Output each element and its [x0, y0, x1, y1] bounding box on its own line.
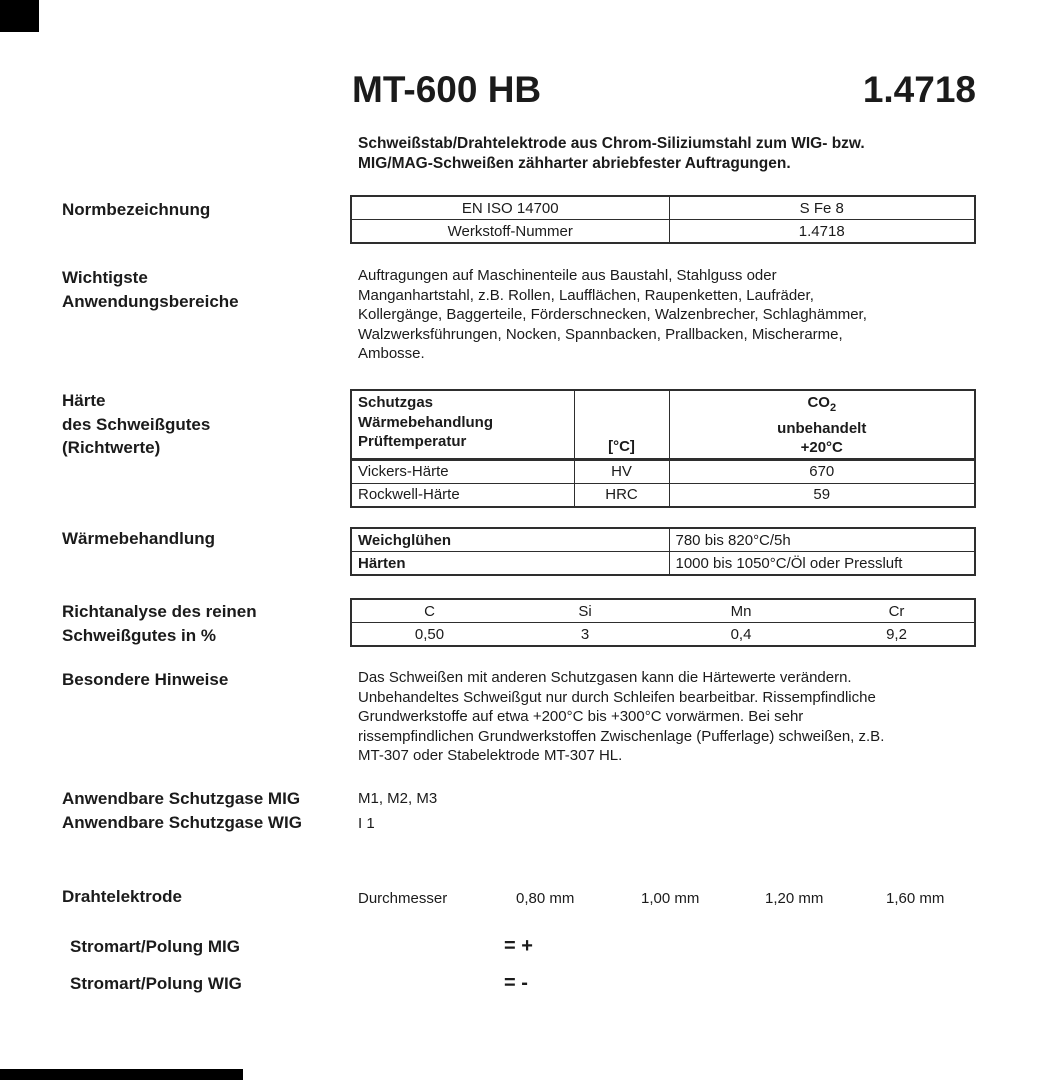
table-row — [351, 483, 975, 507]
element-header: Mn — [663, 599, 819, 623]
heat-row-value: 1000 bis 1050°C/Öl oder Pressluft — [669, 552, 975, 576]
table-row — [351, 528, 975, 552]
label-schutzgase-wig: Anwendbare Schutzgase WIG — [62, 813, 302, 832]
table-row — [351, 552, 975, 576]
text-line: Das Schweißen mit anderen Schutzgasen kann die Härtewerte verändern. — [358, 669, 852, 686]
norm-standard-value: S Fe 8 — [669, 196, 975, 220]
text-line: Kollergänge, Baggerteile, Förderschnecken, Walzenbrecher, Schlaghämmer, — [358, 306, 867, 323]
title-row — [352, 71, 976, 109]
table-row — [351, 459, 975, 483]
label-line: Anwendungsbereiche — [62, 291, 239, 311]
element-value: 3 — [507, 623, 663, 647]
heat-row-value: 780 bis 820°C/5h — [669, 528, 975, 552]
header-line: Wärmebehandlung — [358, 413, 494, 431]
diameter-label: Durchmesser — [358, 890, 448, 907]
hardness-row-value: 59 — [669, 483, 975, 507]
text-line: Manganhartstahl, z.B. Rollen, Laufflächen, Raupenketten, Laufräder, — [358, 286, 814, 304]
label-normbezeichnung: Normbezeichnung — [62, 200, 211, 219]
subtitle-line: Schweißstab/Drahtelektrode aus Chrom-Siliziumstahl zum WIG- bzw. — [358, 135, 865, 152]
hardness-header-gas — [669, 390, 975, 459]
label-waermebehandlung: Wärmebehandlung — [62, 529, 216, 548]
material-number: 1.4718 — [862, 69, 976, 110]
header-line: Schutzgas — [358, 394, 434, 411]
element-header: C — [351, 599, 507, 623]
text-line: Grundwerkstoffe auf etwa +200°C bis +300°C vorwärmen. Bei sehr — [358, 708, 804, 725]
notes-text — [358, 668, 884, 766]
schutzgase-wig-value: I 1 — [358, 815, 375, 832]
text-line: Unbehandeltes Schweißgut nur durch Schleifen bearbeitbar. Rissempfindliche — [358, 688, 876, 706]
subtitle — [358, 134, 865, 174]
hardness-row-name: Rockwell-Härte — [351, 483, 574, 507]
header-line: +20°C — [800, 439, 843, 456]
scan-artifact-top-left — [0, 0, 39, 32]
header-line: unbehandelt — [777, 419, 867, 437]
label-drahtelektrode: Drahtelektrode — [62, 887, 182, 906]
diameter-value: 0,80 mm — [516, 890, 575, 907]
label-schutzgase-mig: Anwendbare Schutzgase MIG — [62, 789, 301, 808]
hardness-header-unit: [°C] — [574, 390, 669, 459]
diameter-value: 1,00 mm — [641, 890, 700, 907]
schutzgase-mig-value: M1, M2, M3 — [358, 790, 438, 807]
hardness-header-conditions — [351, 390, 574, 459]
element-header: Si — [507, 599, 663, 623]
text-line: Auftragungen auf Maschinenteile aus Baustahl, Stahlguss oder — [358, 267, 777, 284]
label-line: Wichtigste — [62, 268, 148, 287]
stromart-mig-value: = + — [504, 935, 533, 957]
scan-artifact-bottom-left — [0, 1069, 243, 1080]
element-value: 0,50 — [351, 623, 507, 647]
hardness-row-value: 670 — [669, 459, 975, 483]
analysis-table — [350, 598, 976, 647]
header-line: Prüftemperatur — [358, 433, 467, 450]
table-row — [351, 623, 975, 647]
table-row — [351, 196, 975, 220]
label-line: Richtanalyse des reinen — [62, 602, 257, 621]
label-line: Schweißgutes in % — [62, 625, 216, 645]
heat-treatment-table — [350, 527, 976, 576]
label-richtanalyse — [62, 600, 257, 647]
table-header-row — [351, 599, 975, 623]
text-line: Walzwerksführungen, Nocken, Spannbacken, Prallbacken, Mischerarme, — [358, 325, 843, 343]
label-line: Härte — [62, 391, 106, 410]
norm-number-name: Werkstoff-Nummer — [351, 220, 669, 244]
diameter-value: 1,20 mm — [765, 890, 824, 907]
gas-formula: $CO_2$ — [807, 394, 837, 414]
diameter-value: 1,60 mm — [886, 890, 945, 907]
element-value: 9,2 — [819, 623, 975, 647]
text-line: Ambosse. — [358, 345, 425, 362]
hardness-row-unit: HV — [574, 459, 669, 483]
text-line: MT-307 oder Stabelektrode MT-307 HL. — [358, 747, 623, 764]
norm-table — [350, 195, 976, 244]
stromart-wig-value: = - — [504, 972, 528, 994]
hardness-row-name: Vickers-Härte — [351, 459, 574, 483]
norm-number-value: 1.4718 — [669, 220, 975, 244]
heat-row-name: Weichglühen — [351, 528, 669, 552]
label-anwendungsbereiche — [62, 266, 239, 313]
label-line: des Schweißgutes — [62, 414, 211, 434]
element-value: 0,4 — [663, 623, 819, 647]
text-line: rissempfindlichen Grundwerkstoffen Zwischenlage (Pufferlage) schweißen, z.B. — [358, 727, 885, 745]
subscript: 2 — [829, 402, 837, 414]
wire-diameter-row — [358, 889, 978, 909]
heat-row-name: Härten — [351, 552, 669, 576]
label-line: (Richtwerte) — [62, 438, 161, 457]
hardness-table — [350, 389, 976, 508]
label-stromart-mig: Stromart/Polung MIG — [70, 937, 240, 956]
element-header: Cr — [819, 599, 975, 623]
label-besondere-hinweise: Besondere Hinweise — [62, 670, 229, 689]
hardness-row-unit: HRC — [574, 483, 669, 507]
subtitle-line: MIG/MAG-Schweißen zähharter abriebfester Auftragungen. — [358, 155, 791, 172]
label-haerte — [62, 389, 210, 460]
product-name: MT-600 HB — [352, 69, 542, 110]
norm-standard-name: EN ISO 14700 — [351, 196, 669, 220]
label-stromart-wig: Stromart/Polung WIG — [70, 974, 242, 993]
table-row — [351, 220, 975, 244]
applications-text — [358, 266, 867, 364]
table-header-row — [351, 390, 975, 459]
